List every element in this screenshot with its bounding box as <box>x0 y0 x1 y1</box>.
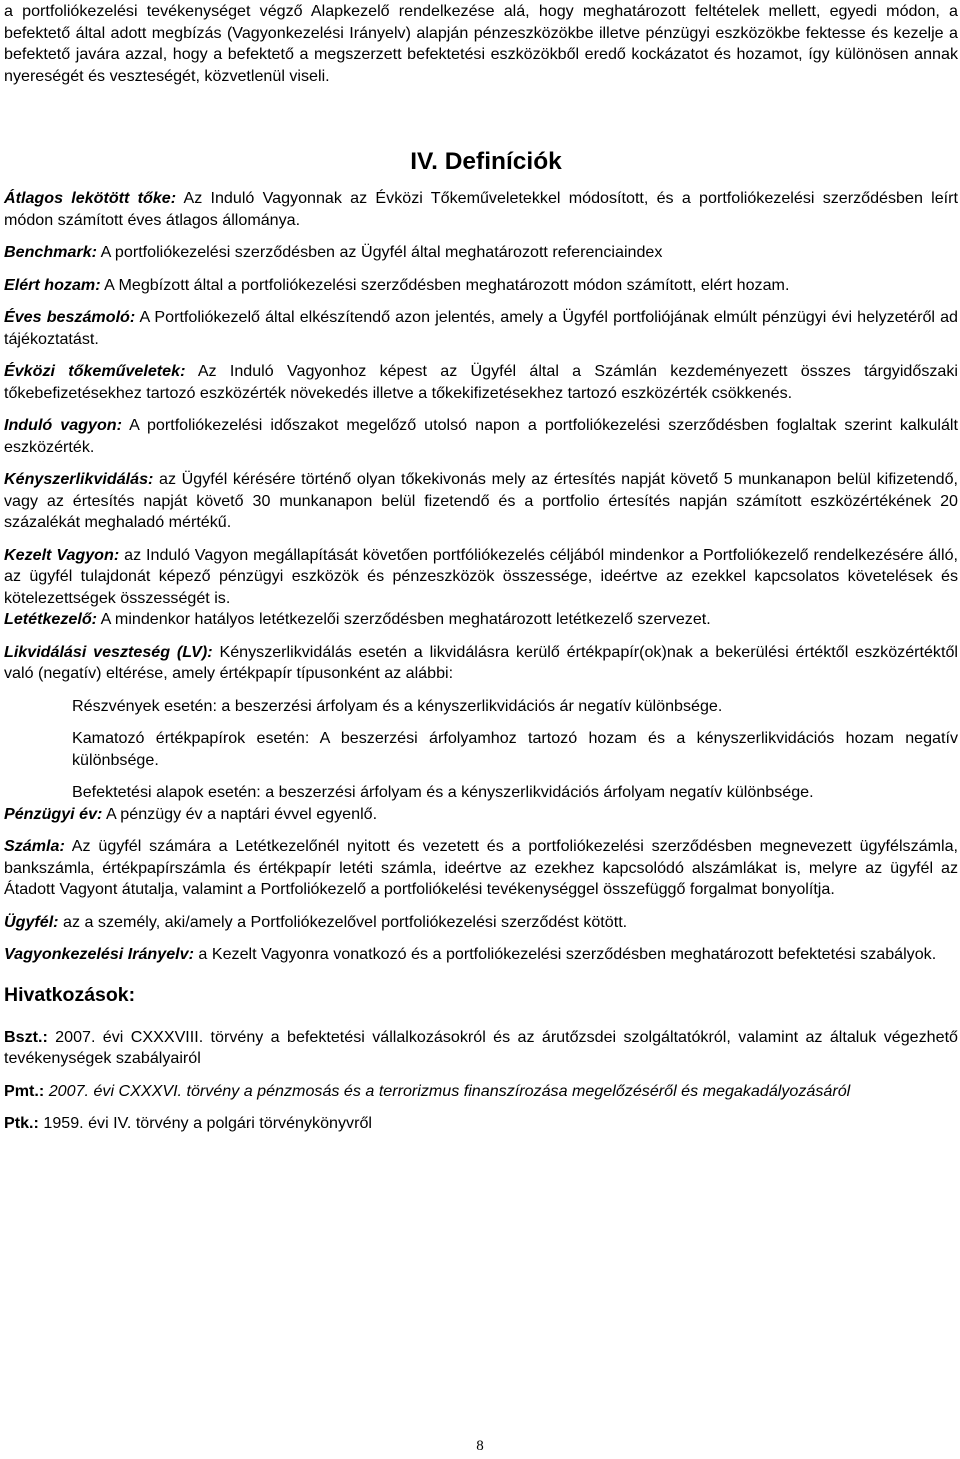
definition-ugyfel <box>4 912 958 934</box>
definition-vagyonkezelesi-iranyelv <box>4 944 958 966</box>
definition-text: Kényszerlikvidálás esetén a likvidálásra kerülő értékpapír(ok)nak a bekerülési értéktől eszközértéktől való (negatív) eltérése, amely értékpapír típusonként az alábbi: <box>4 642 958 682</box>
page-content <box>4 1 958 1135</box>
definition-indulo-vagyon <box>4 415 958 458</box>
reference-separator: : <box>38 1081 45 1100</box>
definition-term: Elért hozam: <box>4 275 101 294</box>
reference-bszt <box>4 1027 958 1070</box>
definition-term: Kényszerlikvidálás: <box>4 470 154 488</box>
intro-paragraph: a portfoliókezelési tevékenységet végző Alapkezelő rendelkezése alá, hogy meghatározott feltételek mellett, egyedi módon, a befektető által adott megbízás (Vagyonkezelési Irányelv) alapján pénzeszközökbe illetve pénzügyi eszközökbe fektesse és kezelje a befektető javára azzal, hogy a befektető a megszerzett befektetési eszközökből eredő kockázatot és hozamot, így különösen annak nyereségét és veszteségét, közvetlenül viseli. <box>4 2 958 85</box>
definition-text: A Portfoliókezelő által elkészítendő azon jelentés, amely a Ügyfél portfoliójának elmúlt pénzügyi évi helyzetéről ad tájékoztatást. <box>4 308 958 348</box>
definition-text: Az ügyfél számára a Letétkezelőnél nyitott és vezetett és a portfoliókezelési szerződésben megnevezett ügyfélszámla, bankszámla, értékpapírszámla és értékpapír letéti számla, ideértve az ezekhez kapcsolódó alszámlákat is, melyre az ügyfél az Átadott Vagyont átutalja, valamint a Portfoliókezelő a portfoliókelési tevékenységgel összefüggő forgalmat bonyolítja. <box>4 837 958 898</box>
definition-benchmark <box>4 242 958 264</box>
definition-likvidalasi-veszteseg <box>4 642 958 685</box>
reference-text: 1959. évi IV. törvény a polgári törvénykönyvről <box>38 1114 372 1132</box>
section-title: IV. Definíciók <box>410 148 562 175</box>
definition-term: Ügyfél: <box>4 912 59 931</box>
reference-text: 2007. évi CXXXVIII. törvény a befektetési vállalkozásokról és az árutőzsdei szolgáltatókról, valamint az általuk végezhető tevékenységek szabályairól <box>4 1027 958 1067</box>
definition-term: Kezelt Vagyon: <box>4 545 120 564</box>
definition-text: Az Induló Vagyonnak az Évközi Tőkeműveletekkel módosított, és a portfoliókezelési szerződésben leírt módon számított éves átlagos állománya. <box>4 189 958 229</box>
reference-label: Pmt. <box>4 1081 39 1100</box>
definition-term: Éves beszámoló: <box>4 308 136 326</box>
definition-text: a Kezelt Vagyonra vonatkozó és a portfoliókezelési szerződésben meghatározott befektetési szabályok. <box>193 945 937 963</box>
lv-item-befektetesi-alapok: Befektetési alapok esetén: a beszerzési árfolyam és a kényszerlikvidációs árfolyam negatív különbsége. <box>72 783 814 801</box>
page-number: 8 <box>476 1438 484 1454</box>
reference-pmt <box>4 1081 958 1103</box>
definition-text: az a személy, aki/amely a Portfoliókezelővel portfoliókezelési szerződést kötött. <box>58 912 628 931</box>
reference-separator: : <box>33 1114 39 1132</box>
definition-text: Az Induló Vagyonhoz képest az Ügyfél által a Számlán kezdeményezett összes tárgyidőszaki tőkebefizetésekhez tartozó eszközérték növekedés illetve a tőkekifizetésekhez tartozó eszközérték csökkenés. <box>4 362 958 402</box>
reference-text: 2007. évi CXXXVI. törvény a pénzmosás és a terrorizmus finanszírozása megelőzéséről és megakadályozásáról <box>44 1081 851 1100</box>
definition-term: Induló vagyon: <box>4 416 122 434</box>
definition-term: Pénzügyi év: <box>4 804 103 823</box>
definition-term: Átlagos lekötött tőke: <box>4 189 177 207</box>
definition-term: Letétkezelő: <box>4 610 98 628</box>
reference-label: Ptk. <box>4 1114 34 1132</box>
lv-item-kamatozo-ertekpapirok: Kamatozó értékpapírok esetén: A beszerzési árfolyamhoz tartozó hozam és a kényszerlikvidációs hozam negatív különbsége. <box>72 729 958 769</box>
definition-kezelt-vagyon <box>4 545 958 610</box>
definition-term: Benchmark: <box>4 243 98 261</box>
definition-term: Számla: <box>4 837 65 855</box>
references-title: Hivatkozások: <box>4 983 136 1006</box>
definition-text: A pénzügy év a naptári évvel egyenlő. <box>102 804 378 823</box>
reference-label: Bszt. <box>4 1027 43 1046</box>
definition-text: A portfoliókezelési időszakot megelőző utolsó napon a portfoliókezelési szerződésben foglaltak szerint kalkulált eszközérték. <box>4 416 958 456</box>
definition-letetkezelo <box>4 609 958 631</box>
definition-term: Évközi tőkeműveletek: <box>4 362 186 380</box>
definition-penzugyi-ev <box>4 804 958 826</box>
reference-ptk <box>4 1113 958 1135</box>
definition-elert-hozam <box>4 275 958 297</box>
definition-atlagos-lekotott-toke <box>4 188 958 231</box>
reference-separator: : <box>42 1027 48 1046</box>
definition-term: Likvidálási veszteség (LV): <box>4 642 213 661</box>
definition-eves-beszamolo <box>4 307 958 350</box>
definition-text: az Induló Vagyon megállapítását követően portfóliókezelés céljából mindenkor a Portfoliókezelő rendelkezésére álló, az ügyfél tulajdonát képező pénzügyi eszközök és pénzeszközök összessége, ideértve az ezekkel kapcsolatos követelések és kötelezettségek összességét is. <box>4 545 959 607</box>
definition-kenyszerlikvidalas <box>4 469 958 534</box>
definition-szamla <box>4 836 958 901</box>
definition-term: Vagyonkezelési Irányelv: <box>4 945 194 963</box>
definition-text: A Megbízott által a portfoliókezelési szerződésben meghatározott módon számított, elért hozam. <box>100 275 790 294</box>
lv-item-reszvenyek: Részvények esetén: a beszerzési árfolyam és a kényszerlikvidációs ár negatív különbsége. <box>72 696 723 715</box>
definition-text: A portfoliókezelési szerződésben az Ügyfél által meghatározott referenciaindex <box>97 243 663 261</box>
definition-text: az Ügyfél kérésére történő olyan tőkekivonás mely az értesítés napját követő 5 munkanapon belül kifizetendő, vagy az értesítés napját követő 30 munkanapon belül fizetendő és a portfolio értesítés napján számított eszközértékének 20 százalékát meghaladó mértékű. <box>4 470 958 531</box>
definition-text: A mindenkor hatályos letétkezelői szerződésben meghatározott letétkezelő szervezet. <box>97 610 711 628</box>
definition-evkozi-tokemuveletek <box>4 361 958 404</box>
